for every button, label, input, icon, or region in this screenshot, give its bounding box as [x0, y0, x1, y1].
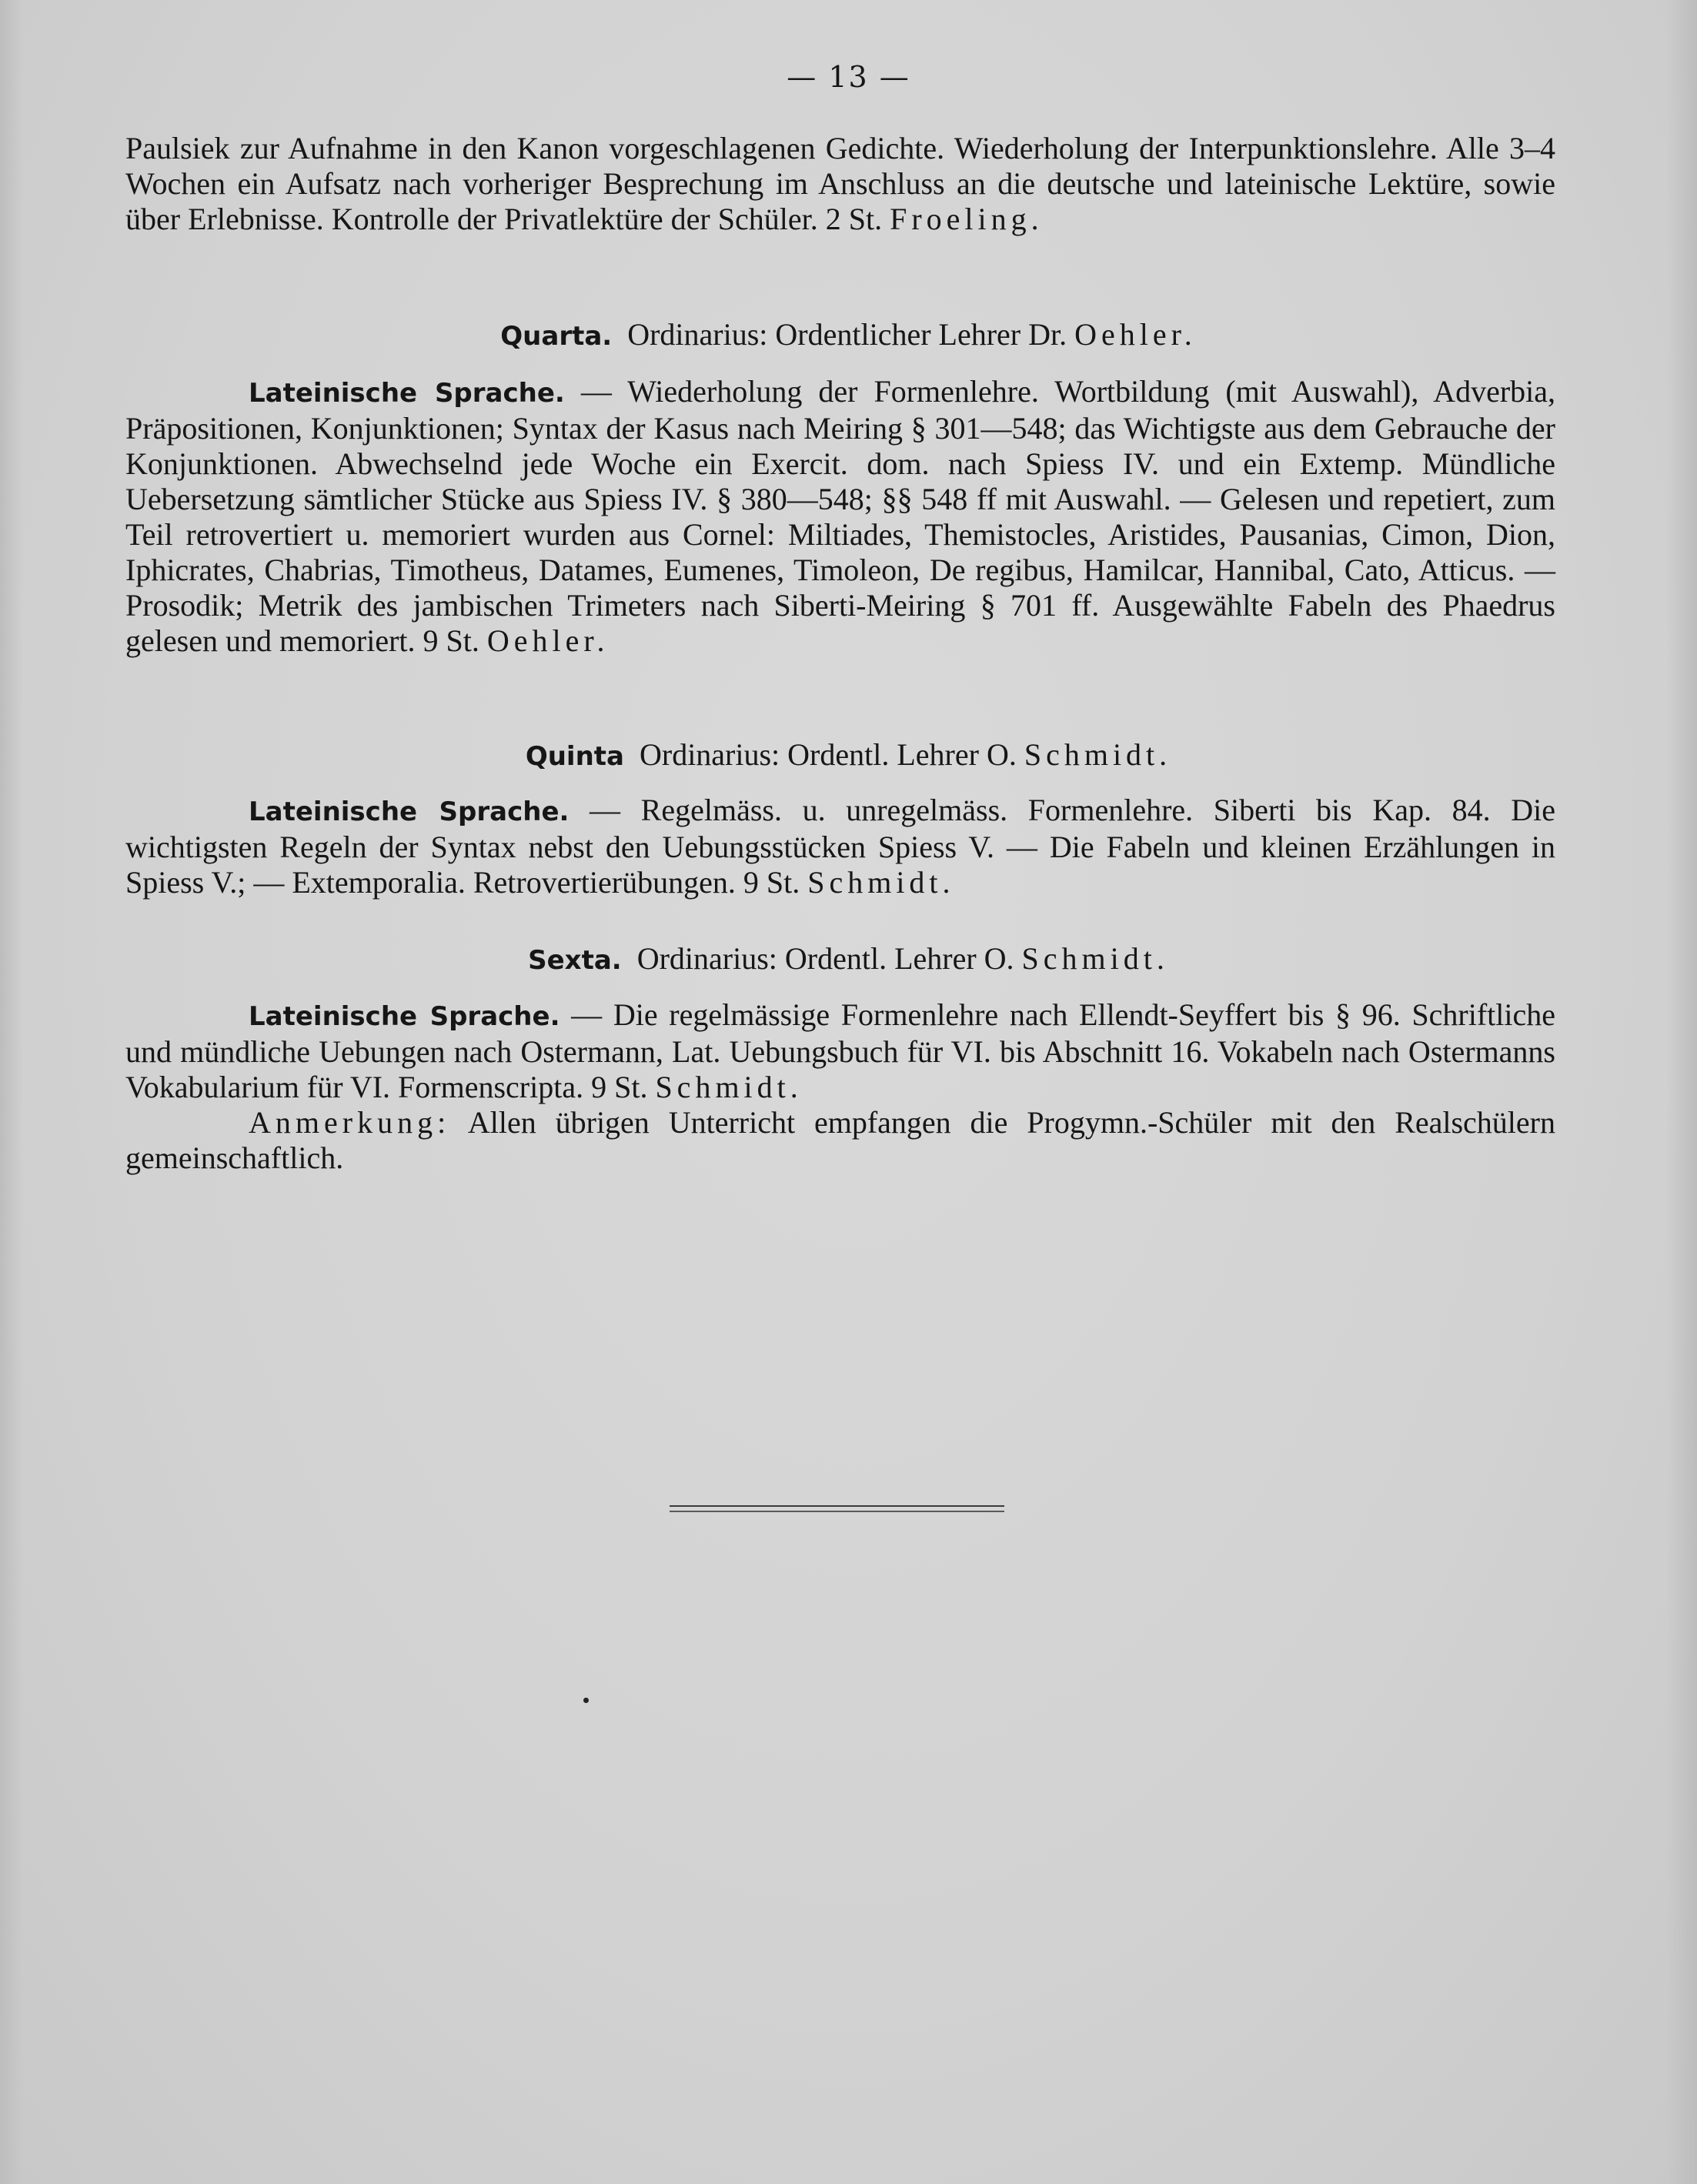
quinta-subject: Lateinische Sprache.: [249, 796, 570, 827]
sexta-ordinarius-name: Schmidt.: [1021, 941, 1169, 976]
sexta-heading: [0, 941, 1697, 978]
note-text: Allen übrigen Unterricht empfangen die Progymn.-Schüler mit den Realschülern gemeinschaftlich.: [125, 1105, 1555, 1175]
quinta-teacher: Schmidt.: [807, 865, 955, 900]
quinta-heading: [0, 737, 1697, 774]
quarta-paragraph: [125, 374, 1555, 659]
quinta-ordinarius-name: Schmidt.: [1024, 737, 1172, 772]
intro-text: Paulsiek zur Aufnahme in den Kanon vorgeschlagenen Gedichte. Wiederholung der Interpunktionslehre. Alle 3–4 Wochen ein Aufsatz nach vorheriger Besprechung im Anschluss an die deutsche und lateinische Lektüre, sowie über Erlebnisse. Kontrolle der Privatlektüre der Schüler. 2 St.: [125, 131, 1555, 236]
quarta-subject: Lateinische Sprache.: [249, 378, 565, 409]
quinta-ordinarius: Ordinarius: Ordentl. Lehrer O.: [639, 737, 1017, 772]
intro-paragraph: [125, 131, 1555, 237]
sexta-text: — Die regelmässige Formenlehre nach Ellendt-Seyffert bis § 96. Schriftliche und mündliche Uebungen nach Ostermann, Lat. Uebungsbuch für VI. bis Abschnitt 16. Vokabeln nach Ostermanns Vokabularium für VI. Formenscripta. 9 St.: [125, 997, 1555, 1104]
quarta-ordinarius-name: Oehler.: [1074, 317, 1197, 352]
quarta-text: — Wiederholung der Formenlehre. Wortbildung (mit Auswahl), Adverbia, Präpositionen, Konjunktionen; Syntax der Kasus nach Meiring § 301—548; das Wichtigste aus dem Gebrauche der Konjunktionen. Abwechselnd jede Woche ein Exercit. dom. nach Spiess IV. und ein Extemp. Mündliche Uebersetzung sämtlicher Stücke aus Spiess IV. § 380—548; §§ 548 ff mit Auswahl. — Gelesen und repetiert, zum Teil retrovertiert u. memoriert wurden aus Cornel: Miltiades, Themistocles, Aristides, Pausanias, Cimon, Dion, Iphicrates, Chabrias, Timotheus, Datames, Eumenes, Timoleon, De regibus, Hamilcar, Hannibal, Cato, Atticus. — Prosodik; Metrik des jambischen Trimeters nach Siberti-Meiring § 701 ff. Ausgewählte Fabeln des Phaedrus gelesen und memoriert. 9 St.: [125, 374, 1556, 658]
quinta-class-name: Quinta: [525, 741, 624, 772]
quarta-class-name: Quarta.: [500, 321, 613, 352]
quinta-paragraph: [125, 793, 1555, 900]
sexta-subject: Lateinische Sprache.: [249, 1001, 560, 1032]
quarta-teacher: Oehler.: [486, 623, 610, 658]
intro-teacher: Froeling.: [890, 202, 1044, 236]
ink-speck: [583, 1698, 589, 1703]
quinta-text: — Regelmäss. u. unregelmäss. Formenlehre. Siberti bis Kap. 84. Die wichtigsten Regeln der Syntax nebst den Uebungsstücken Spiess V. — Die Fabeln und kleinen Erzählungen in Spiess V.; — Extemporalia. Retrovertierübungen. 9 St.: [125, 793, 1555, 900]
note-label: Anmerkung:: [249, 1105, 451, 1140]
quarta-heading: [0, 317, 1697, 354]
sexta-paragraph: [125, 997, 1555, 1176]
quarta-ordinarius: Ordinarius: Ordentlicher Lehrer Dr.: [627, 317, 1067, 352]
note-paragraph: [125, 1105, 1555, 1176]
sexta-teacher: Schmidt.: [655, 1070, 803, 1104]
page-number: — 13 —: [787, 60, 910, 94]
section-divider: [670, 1505, 1004, 1512]
sexta-class-name: Sexta.: [528, 945, 622, 976]
sexta-ordinarius: Ordinarius: Ordentl. Lehrer O.: [636, 941, 1014, 976]
